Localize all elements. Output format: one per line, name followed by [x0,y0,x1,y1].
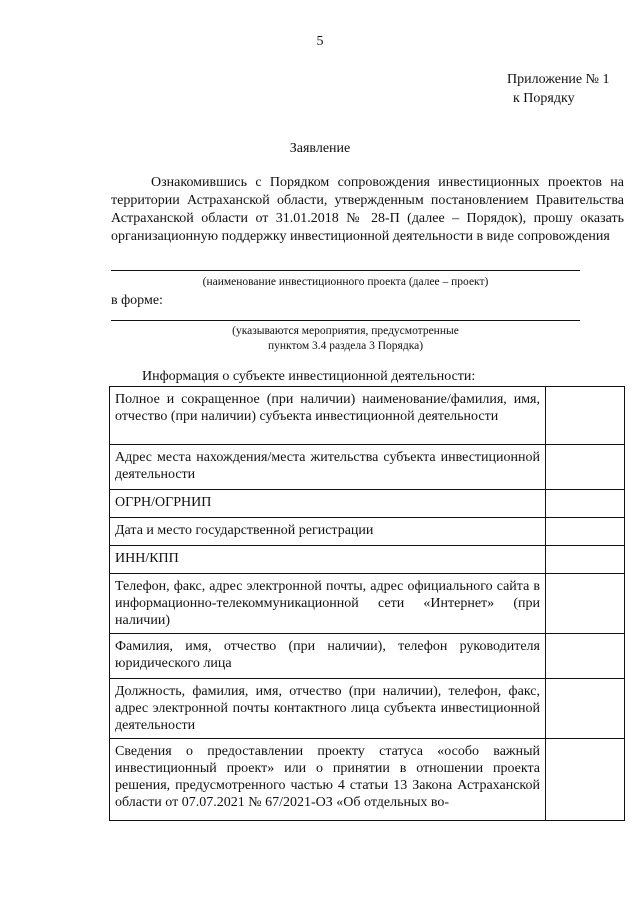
table-row [110,445,625,490]
table-row [110,490,625,518]
table-row [110,634,625,679]
subject-info-table [109,386,625,821]
info-field-label: Адрес места нахождения/места жительства субъекта инвестиционной деятельности [110,445,546,490]
info-field-value[interactable] [546,490,625,518]
info-field-label: Фамилия, имя, отчество (при наличии), телефон руководителя юридического лица [110,634,546,679]
info-field-value[interactable] [546,518,625,546]
info-field-value[interactable] [546,387,625,445]
measures-caption-2: пунктом 3.4 раздела 3 Порядка) [267,340,424,352]
info-field-value[interactable] [546,634,625,679]
table-row [110,679,625,739]
info-field-label: Дата и место государственной регистрации [110,518,546,546]
appendix-line-1: Приложение № 1 [507,72,610,87]
info-field-label: Сведения о предоставлении проекту статуса «особо важный инвестиционный проект» или о принятии в отношении проекта решения, предусмотренного частью 4 статьи 13 Закона Астраханской области от 07.07.2021 № 67/2021-ОЗ «Об отдельных во- [110,739,546,821]
info-field-label: ОГРН/ОГРНИП [110,490,546,518]
info-field-label: Должность, фамилия, имя, отчество (при наличии), телефон, факс, адрес электронной почты контактного лица субъекта инвестиционной деятельности [110,679,546,739]
table-row [110,739,625,821]
measures-line [111,320,580,321]
table-row [110,387,625,445]
info-field-label: Полное и сокращенное (при наличии) наименование/фамилия, имя, отчество (при наличии) субъекта инвестиционной деятельности [110,387,546,445]
info-field-value[interactable] [546,546,625,574]
table-row [110,518,625,546]
info-field-label: ИНН/КПП [110,546,546,574]
appendix-header [507,70,610,108]
table-row [110,546,625,574]
table-row [110,574,625,634]
info-heading: Информация о субъекте инвестиционной деятельности: [142,369,476,384]
info-field-value[interactable] [546,445,625,490]
page-number: 5 [316,34,324,49]
project-name-caption: (наименование инвестиционного проекта (далее – проект) [202,276,489,288]
measures-caption-1: (указываются мероприятия, предусмотренные [232,325,459,337]
project-name-line [111,270,580,271]
form-label: в форме: [111,293,163,308]
info-field-label: Телефон, факс, адрес электронной почты, адрес официального сайта в информационно-телекоммуникационной сети «Интернет» (при наличии) [110,574,546,634]
document-title: Заявление [289,141,351,156]
info-field-value[interactable] [546,574,625,634]
intro-paragraph: Ознакомившись с Порядком сопровождения инвестиционных проектов на территории Астраханской области, утвержденным постановлением Правительства Астраханской области от 31.01.2018 № 28-П (далее – Порядок), прошу оказать организационную поддержку инвестиционной деятельности в виде сопровождения [111,175,624,244]
info-field-value[interactable] [546,739,625,821]
appendix-line-2: к Порядку [513,91,575,106]
info-field-value[interactable] [546,679,625,739]
